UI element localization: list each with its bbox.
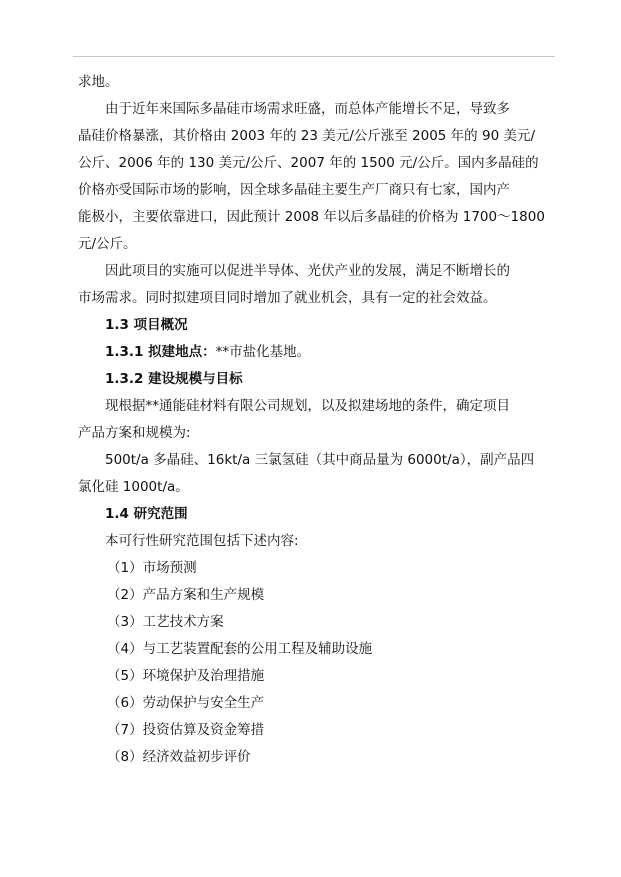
paragraph-line: 公斤、2006 年的 130 美元/公斤、2007 年的 1500 元/公斤。国内多晶硅的 xyxy=(78,155,539,171)
paragraph-line: 市场需求。同时拟建项目同时增加了就业机会，具有一定的社会效益。 xyxy=(78,290,497,306)
list-item: （7）投资估算及资金筹措 xyxy=(107,722,265,738)
subsection-heading: 1.3.1 拟建地点： xyxy=(105,344,216,360)
list-item: （8）经济效益初步评价 xyxy=(107,749,251,765)
paragraph-line: 现根据**通能硅材料有限公司规划，以及拟建场地的条件，确定项目 xyxy=(105,398,510,414)
header-rule xyxy=(73,56,555,57)
paragraph-line: 产品方案和规模为: xyxy=(78,425,191,441)
list-item: （3）工艺技术方案 xyxy=(107,614,224,630)
paragraph-line: 求地。 xyxy=(78,74,119,90)
section-heading: 1.3 项目概况 xyxy=(105,317,188,333)
paragraph-line: 晶硅价格暴涨，其价格由 2003 年的 23 美元/公斤涨至 2005 年的 90 美元/ xyxy=(78,128,535,144)
list-item: （5）环境保护及治理措施 xyxy=(107,668,265,684)
list-item: （6）劳动保护与安全生产 xyxy=(107,695,265,711)
site-line xyxy=(105,342,585,362)
paragraph-line: 元/公斤。 xyxy=(78,236,137,252)
paragraph-line: 价格亦受国际市场的影响，因全球多晶硅主要生产厂商只有七家，国内产 xyxy=(78,182,510,198)
list-item: （4）与工艺装置配套的公用工程及辅助设施 xyxy=(107,641,373,657)
paragraph-line: 能极小，主要依靠进口，因此预计 2008 年以后多晶硅的价格为 1700～1800 xyxy=(78,209,545,225)
list-item: （2）产品方案和生产规模 xyxy=(107,587,265,603)
paragraph-line: 500t/a 多晶硅、16kt/a 三氯氢硅（其中商品量为 6000t/a），副产品四 xyxy=(105,452,535,468)
site-value: **市盐化基地。 xyxy=(215,344,311,360)
subsection-heading: 1.3.2 建设规模与目标 xyxy=(105,371,243,387)
paragraph-line: 因此项目的实施可以促进半导体、光伏产业的发展，满足不断增长的 xyxy=(105,263,510,279)
paragraph-line: 本可行性研究范围包括下述内容: xyxy=(105,533,299,549)
list-item: （1）市场预测 xyxy=(107,560,197,576)
paragraph-line: 氯化硅 1000t/a。 xyxy=(78,479,189,495)
paragraph-line: 由于近年来国际多晶硅市场需求旺盛，而总体产能增长不足，导致多 xyxy=(105,101,510,117)
section-heading: 1.4 研究范围 xyxy=(105,506,188,522)
